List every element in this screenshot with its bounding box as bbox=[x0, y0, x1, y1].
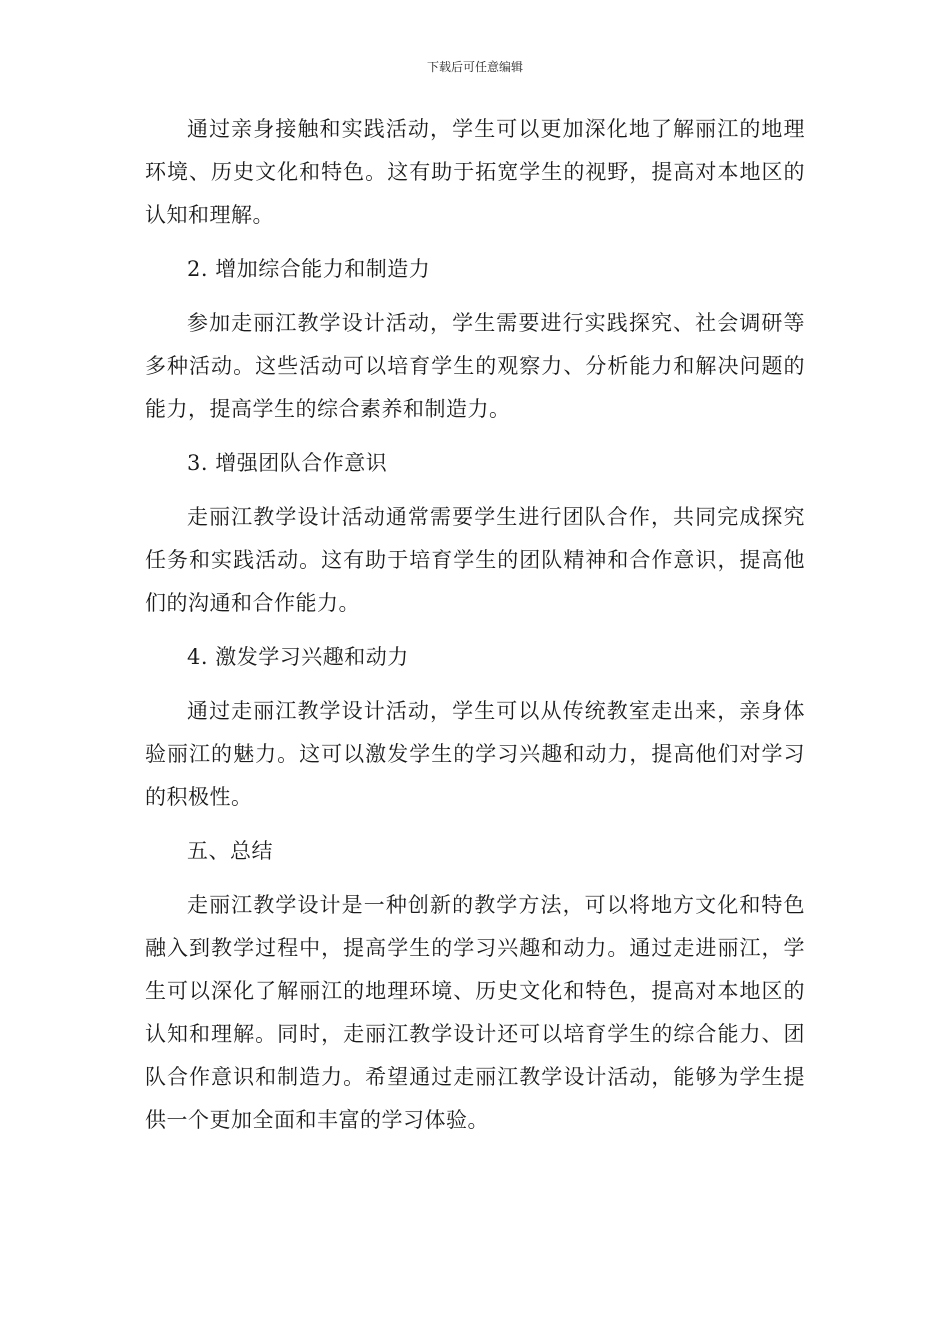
heading-teamwork: 3. 增强团队合作意识 bbox=[187, 451, 388, 475]
paragraph-summary: 走丽江教学设计是一种创新的教学方法，可以将地方文化和特色融入到教学过程中，提高学生的学习兴趣和动力。通过走进丽江，学生可以深化了解丽江的地理环境、历史文化和特色，提高对本地区的认知和理解。同时，走丽江教学设计还可以培育学生的综合能力、团队合作意识和制造力。希望通过走丽江教学设计活动，能够为学生提供一个更加全面和丰富的学习体验。 bbox=[145, 893, 805, 1132]
spacer bbox=[145, 237, 805, 248]
spacer bbox=[145, 431, 805, 442]
document-body bbox=[145, 108, 805, 1142]
spacer bbox=[145, 625, 805, 636]
paragraph-comprehensive-ability: 参加走丽江教学设计活动，学生需要进行实践探究、社会调研等多种活动。这些活动可以培育学生的观察力、分析能力和解决问题的能力，提高学生的综合素养和制造力。 bbox=[145, 311, 805, 421]
spacer bbox=[145, 679, 805, 690]
heading-learning-interest: 4. 激发学习兴趣和动力 bbox=[187, 645, 409, 669]
paragraph-geography: 通过亲身接触和实践活动，学生可以更加深化地了解丽江的地理环境、历史文化和特色。这有助于拓宽学生的视野，提高对本地区的认知和理解。 bbox=[145, 117, 805, 227]
heading-summary: 五、总结 bbox=[187, 839, 273, 863]
spacer bbox=[145, 819, 805, 830]
heading-comprehensive-ability: 2. 增加综合能力和制造力 bbox=[187, 257, 431, 281]
paragraph-teamwork: 走丽江教学设计活动通常需要学生进行团队合作，共同完成探究任务和实践活动。这有助于培育学生的团队精神和合作意识，提高他们的沟通和合作能力。 bbox=[145, 505, 805, 615]
page-header: 下载后可任意编辑 bbox=[426, 60, 523, 74]
spacer bbox=[145, 291, 805, 302]
paragraph-learning-interest: 通过走丽江教学设计活动，学生可以从传统教室走出来，亲身体验丽江的魅力。这可以激发学生的学习兴趣和动力，提高他们对学习的积极性。 bbox=[145, 699, 805, 809]
spacer bbox=[145, 485, 805, 496]
spacer bbox=[145, 873, 805, 884]
